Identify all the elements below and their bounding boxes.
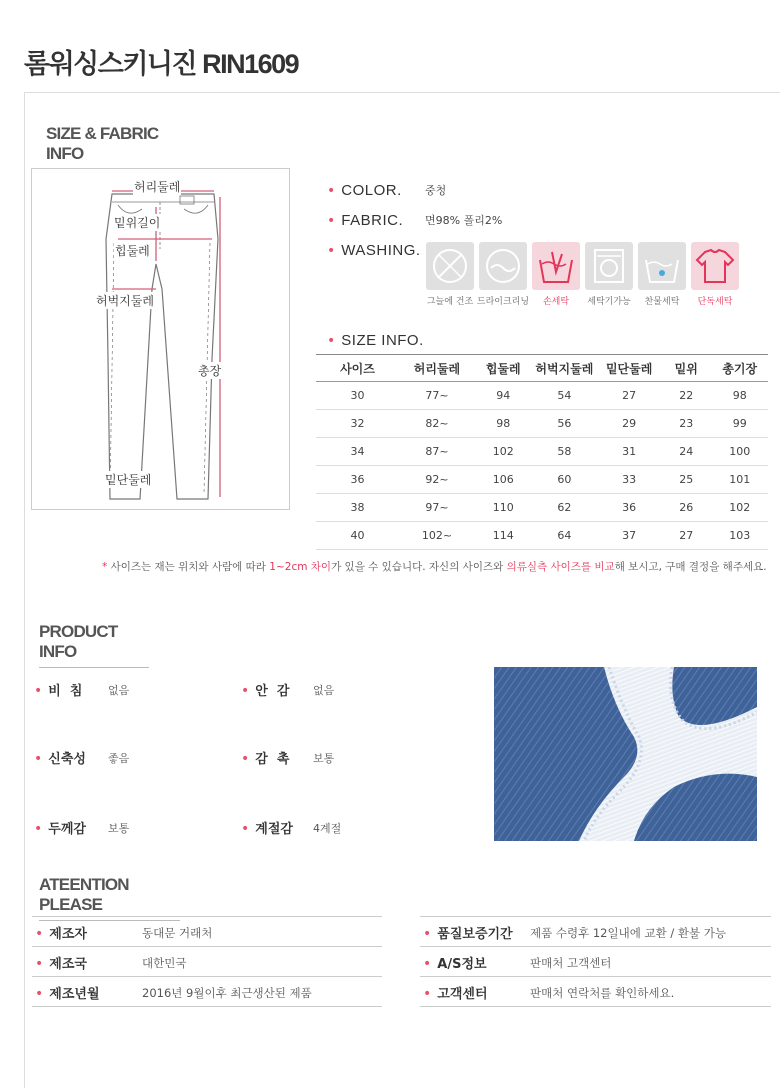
length-label: 총장 <box>198 364 222 378</box>
attr-value: 보통 <box>108 822 130 835</box>
table-cell: 33 <box>597 466 661 494</box>
column-header: 밑위 <box>661 355 711 382</box>
table-cell: 34 <box>316 438 399 466</box>
product-info-heading: PRODUCT INFO <box>39 622 149 668</box>
attention-row <box>32 977 382 1007</box>
bullet-icon: • <box>327 213 336 229</box>
table-cell: 82~ <box>399 410 475 438</box>
table-row <box>316 382 768 410</box>
bullet-icon: • <box>34 821 43 837</box>
table-cell: 56 <box>531 410 597 438</box>
table-cell: 37 <box>597 522 661 550</box>
table-cell: 64 <box>531 522 597 550</box>
bullet-icon: • <box>35 926 44 942</box>
size-note <box>102 559 767 574</box>
table-cell: 97~ <box>399 494 475 522</box>
fabric-swatch-image <box>494 667 757 841</box>
note-highlight: 의류실측 사이즈를 비교 <box>506 561 615 573</box>
table-cell: 25 <box>661 466 711 494</box>
table-cell: 101 <box>711 466 768 494</box>
attr-value: 좋음 <box>108 752 130 765</box>
attr-label: 비 침 <box>48 684 83 699</box>
table-cell: 62 <box>531 494 597 522</box>
table-cell: 30 <box>316 382 399 410</box>
column-header: 총기장 <box>711 355 768 382</box>
bullet-icon: • <box>327 333 336 349</box>
attention-label: 제조자 <box>49 927 87 942</box>
bullet-icon: • <box>35 956 44 972</box>
table-cell: 102 <box>475 438 531 466</box>
table-cell: 54 <box>531 382 597 410</box>
attr-value: 4계절 <box>313 822 342 835</box>
bullet-icon: • <box>423 926 432 942</box>
column-header: 허리둘레 <box>399 355 475 382</box>
table-cell: 36 <box>597 494 661 522</box>
table-row <box>316 410 768 438</box>
table-cell: 36 <box>316 466 399 494</box>
column-header: 허벅지둘레 <box>531 355 597 382</box>
separate-wash-icon <box>691 242 739 290</box>
page-title: 롬워싱스키니진 RIN1609 <box>24 49 299 79</box>
table-cell: 102~ <box>399 522 475 550</box>
table-cell: 106 <box>475 466 531 494</box>
table-cell: 98 <box>711 382 768 410</box>
table-cell: 100 <box>711 438 768 466</box>
note-highlight: 1~2cm 차이 <box>269 561 332 573</box>
table-cell: 114 <box>475 522 531 550</box>
fabric-row <box>327 210 403 229</box>
wash-label: 찬물세탁 <box>644 297 680 307</box>
table-cell: 94 <box>475 382 531 410</box>
thigh-label: 허벅지둘레 <box>96 294 154 308</box>
size-info-label: SIZE INFO. <box>341 332 424 349</box>
attr-label: 안 감 <box>255 684 290 699</box>
table-cell: 32 <box>316 410 399 438</box>
table-cell: 58 <box>531 438 597 466</box>
attention-value: 2016년 9월이후 최근생산된 제품 <box>142 986 312 1000</box>
table-cell: 103 <box>711 522 768 550</box>
note-star: * <box>102 561 108 573</box>
table-cell: 24 <box>661 438 711 466</box>
table-cell: 27 <box>597 382 661 410</box>
hand-wash-icon <box>532 242 580 290</box>
attention-row <box>420 977 771 1007</box>
bullet-icon: • <box>241 683 250 699</box>
attention-value: 판매처 연락처를 확인하세요. <box>530 986 675 1000</box>
product-attr <box>34 748 86 767</box>
attention-label: A/S정보 <box>437 957 487 972</box>
attention-value: 제품 수령후 12일내에 교환 / 환불 가능 <box>530 926 726 940</box>
table-cell: 99 <box>711 410 768 438</box>
bullet-icon: • <box>423 956 432 972</box>
washing-row <box>327 240 421 259</box>
bullet-icon: • <box>241 751 250 767</box>
product-attr <box>34 680 82 699</box>
attr-label: 두께감 <box>48 822 86 837</box>
table-row <box>316 438 768 466</box>
attention-heading: ATEENTION PLEASE <box>39 875 180 921</box>
bullet-icon: • <box>34 751 43 767</box>
size-table <box>316 354 768 550</box>
table-cell: 110 <box>475 494 531 522</box>
attr-label: 감 촉 <box>255 752 290 767</box>
attention-value: 판매처 고객센터 <box>530 956 612 970</box>
attr-label: 신축성 <box>48 752 86 767</box>
color-row <box>327 180 402 199</box>
attention-label: 품질보증기간 <box>437 927 513 942</box>
bullet-icon: • <box>327 243 336 259</box>
attention-value: 대한민국 <box>142 956 187 970</box>
product-attr <box>241 680 289 699</box>
size-fabric-heading: SIZE & FABRIC INFO <box>46 124 186 170</box>
table-row <box>316 466 768 494</box>
wash-label: 세탁기가능 <box>587 297 631 307</box>
dry-clean-icon <box>479 242 527 290</box>
attention-row <box>32 947 382 977</box>
attention-label: 제조년월 <box>49 987 100 1002</box>
size-info-row <box>327 330 424 349</box>
table-row <box>316 494 768 522</box>
column-header: 사이즈 <box>316 355 399 382</box>
attr-value: 없음 <box>313 684 335 697</box>
washing-label: WASHING. <box>341 242 421 259</box>
bullet-icon: • <box>327 183 336 199</box>
attention-row <box>420 917 771 947</box>
table-header-row <box>316 355 768 382</box>
table-cell: 38 <box>316 494 399 522</box>
cold-wash-icon <box>638 242 686 290</box>
fabric-value: 면98% 폴리2% <box>425 214 503 227</box>
table-row <box>316 522 768 550</box>
attr-value: 보통 <box>313 752 335 765</box>
table-cell: 40 <box>316 522 399 550</box>
tumble-dry-no-icon <box>426 242 474 290</box>
table-cell: 102 <box>711 494 768 522</box>
product-attr <box>241 818 293 837</box>
wash-label: 단독세탁 <box>697 297 733 307</box>
attention-value: 동대문 거래처 <box>142 926 213 940</box>
table-cell: 98 <box>475 410 531 438</box>
bullet-icon: • <box>35 986 44 1002</box>
table-cell: 92~ <box>399 466 475 494</box>
attr-label: 계절감 <box>255 822 293 837</box>
column-header: 밑단둘레 <box>597 355 661 382</box>
column-header: 힙둘레 <box>475 355 531 382</box>
table-cell: 60 <box>531 466 597 494</box>
table-cell: 29 <box>597 410 661 438</box>
color-label: COLOR. <box>341 182 402 199</box>
bullet-icon: • <box>241 821 250 837</box>
table-cell: 22 <box>661 382 711 410</box>
waist-label: 허리둘레 <box>134 180 181 194</box>
attention-label: 제조국 <box>49 957 87 972</box>
note-text: 사이즈는 재는 위치와 사람에 따라 <box>107 561 270 573</box>
attention-row <box>420 947 771 977</box>
attention-right <box>420 916 771 1007</box>
attention-left <box>32 916 382 1007</box>
table-cell: 26 <box>661 494 711 522</box>
product-attr <box>34 818 86 837</box>
attr-value: 없음 <box>108 684 130 697</box>
bullet-icon: • <box>34 683 43 699</box>
product-attr <box>241 748 289 767</box>
fabric-label: FABRIC. <box>341 212 404 229</box>
hem-label: 밑단둘레 <box>105 473 152 487</box>
note-text: 해 보시고, 구매 결정을 해주세요. <box>614 561 767 573</box>
bullet-icon: • <box>423 986 432 1002</box>
attention-row <box>32 917 382 947</box>
rise-label: 밑위길이 <box>114 216 161 230</box>
wash-label: 그늘에 건조 <box>426 297 474 307</box>
table-cell: 87~ <box>399 438 475 466</box>
wash-label: 손세탁 <box>542 297 570 307</box>
wash-label: 드라이크리닝 <box>476 297 530 307</box>
pants-diagram <box>31 168 290 510</box>
table-cell: 27 <box>661 522 711 550</box>
attention-label: 고객센터 <box>437 987 488 1002</box>
table-cell: 77~ <box>399 382 475 410</box>
color-value: 중청 <box>425 184 447 197</box>
table-cell: 23 <box>661 410 711 438</box>
note-text: 가 있을 수 있습니다. 자신의 사이즈와 <box>331 561 507 573</box>
hip-label: 힙둘레 <box>115 244 150 258</box>
table-cell: 31 <box>597 438 661 466</box>
washing-machine-icon <box>585 242 633 290</box>
